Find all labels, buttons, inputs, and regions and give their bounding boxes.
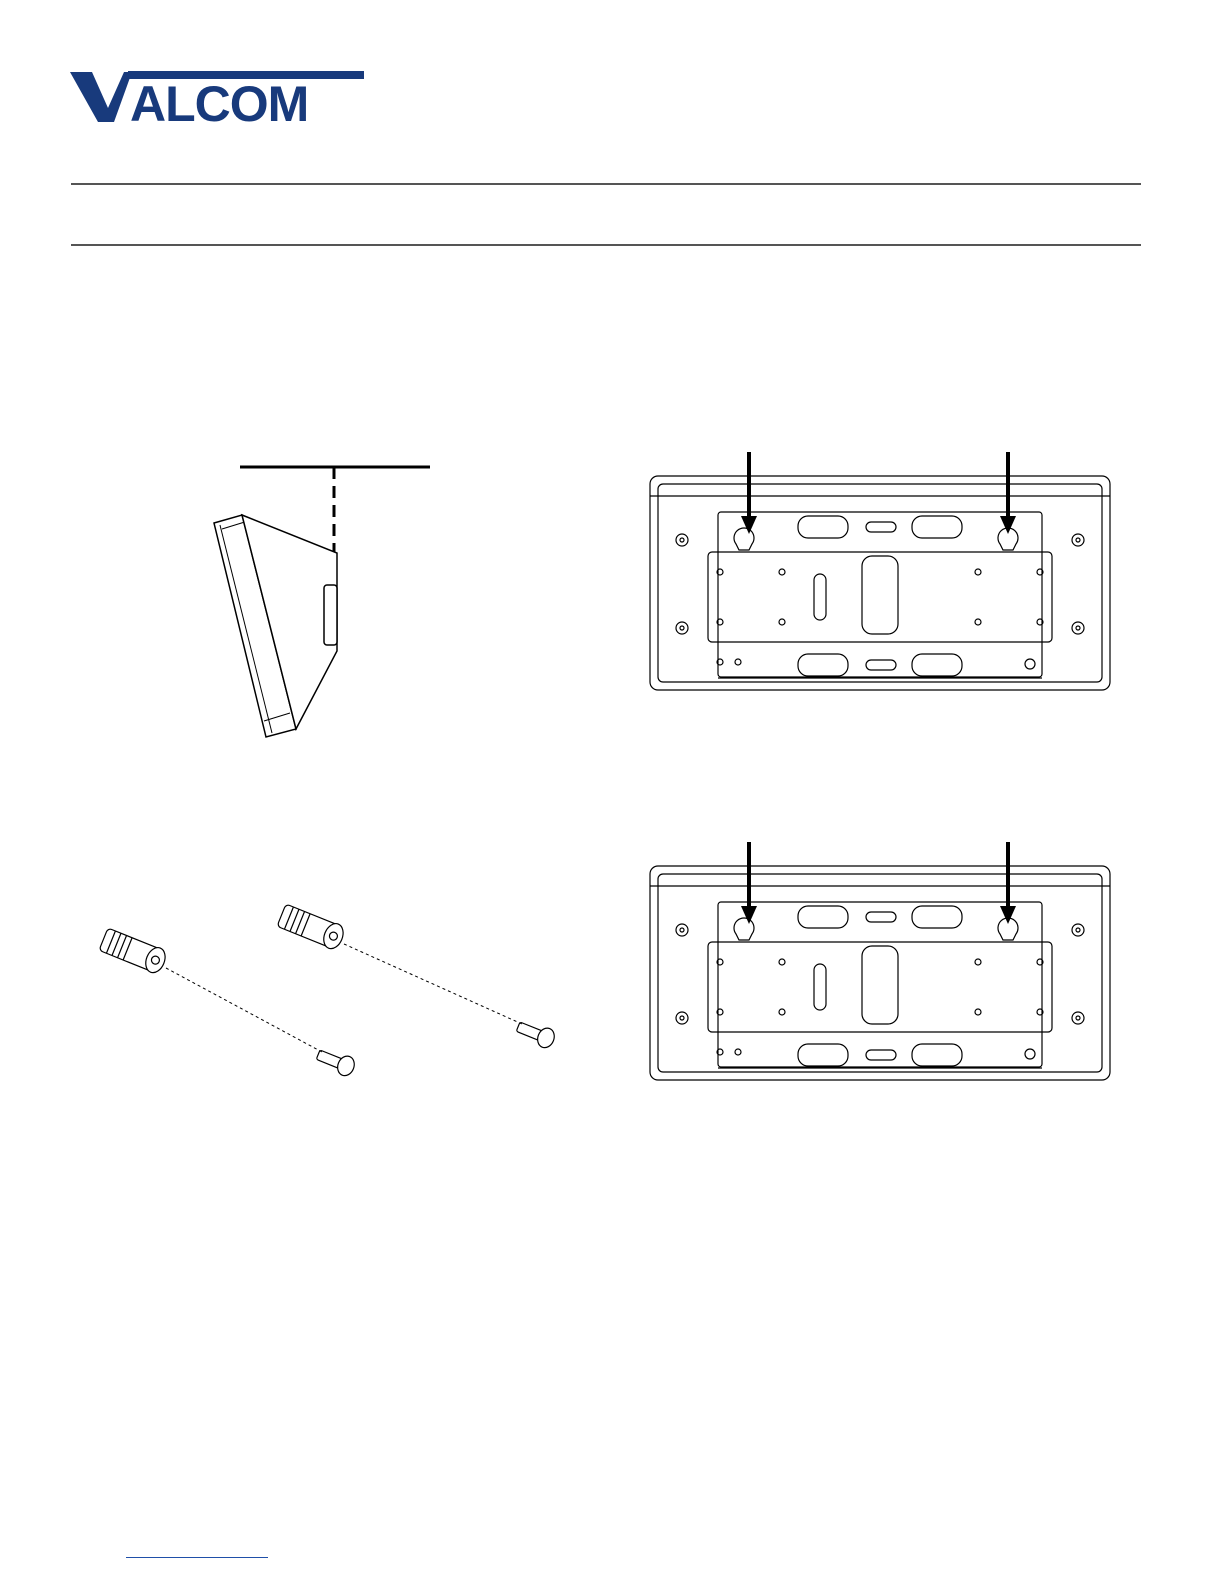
- enclosure-slot: [324, 585, 337, 645]
- footer-link-underline[interactable]: [126, 1557, 268, 1558]
- valcom-logo: [70, 68, 370, 132]
- enclosure-side-view-icon: [200, 455, 460, 755]
- anchor-dashed-line-left: [166, 968, 322, 1052]
- logo-letters: ALCOM: [130, 76, 309, 132]
- mounting-plate-keyhole-top-icon: [648, 452, 1113, 697]
- header-rule-top: [71, 183, 1141, 185]
- mounting-plate-keyhole-bottom-icon: [648, 842, 1113, 1087]
- wall-anchor-screw-icon: [100, 900, 570, 1090]
- logo-v: [70, 72, 132, 122]
- header-rule-bottom: [71, 244, 1141, 246]
- anchor-dashed-line-right: [344, 944, 522, 1024]
